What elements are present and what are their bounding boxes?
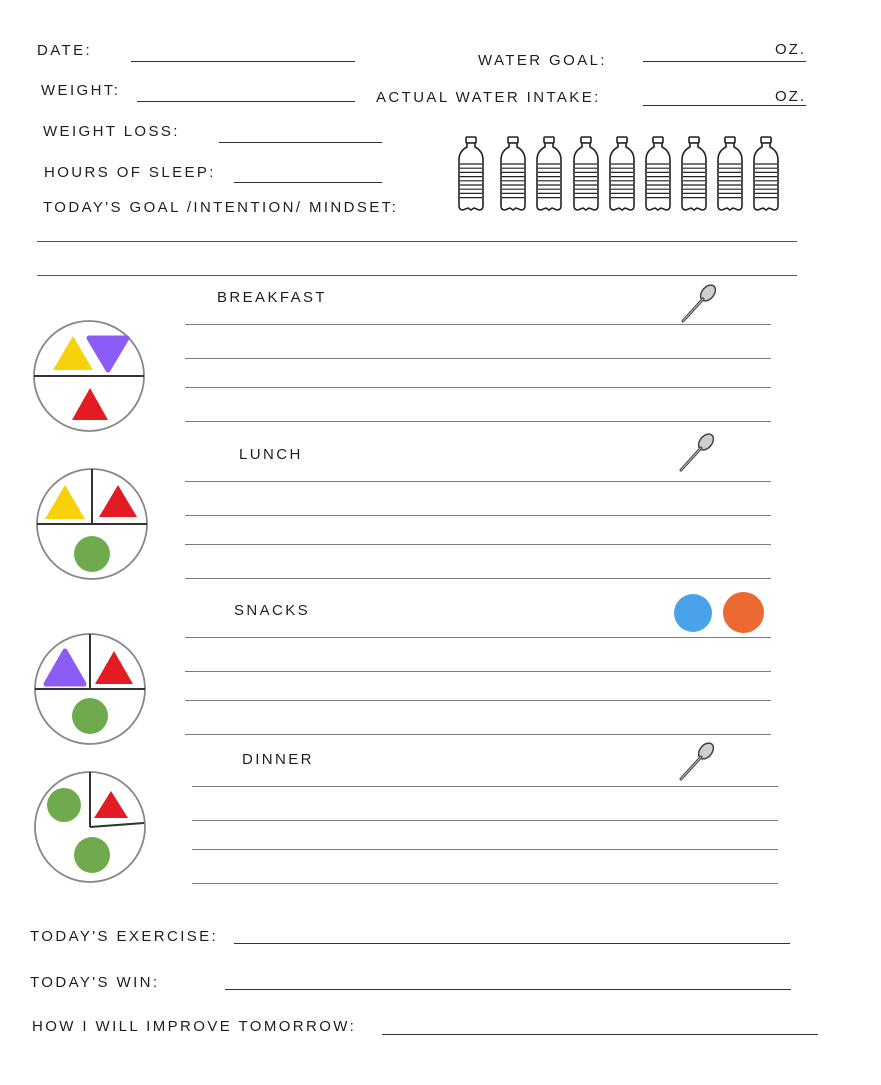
lunch-plate-icon <box>36 468 148 580</box>
water-bottle-icon[interactable] <box>751 136 781 212</box>
breakfast-line[interactable] <box>185 358 771 359</box>
weight-label: WEIGHT: <box>41 82 121 99</box>
exercise-label: TODAY'S EXERCISE: <box>30 928 219 945</box>
green-circle <box>74 536 110 572</box>
date-field[interactable] <box>131 61 355 62</box>
snacks-line[interactable] <box>185 637 771 638</box>
snacks-line[interactable] <box>185 671 771 672</box>
snacks-line[interactable] <box>185 700 771 701</box>
water-intake-label: ACTUAL WATER INTAKE: <box>376 89 601 106</box>
win-field[interactable] <box>225 989 791 990</box>
dinner-line[interactable] <box>192 820 778 821</box>
water-bottle-icon[interactable] <box>534 136 564 212</box>
water-bottle-icon[interactable] <box>679 136 709 212</box>
orange-circle-icon <box>723 592 764 633</box>
dinner-line[interactable] <box>192 786 778 787</box>
lunch-label: LUNCH <box>239 446 303 463</box>
lunch-line[interactable] <box>185 578 771 579</box>
dinner-line[interactable] <box>192 849 778 850</box>
lunch-line[interactable] <box>185 544 771 545</box>
spoon-icon <box>676 740 716 782</box>
breakfast-plate-icon <box>33 320 145 432</box>
snacks-label: SNACKS <box>234 602 311 619</box>
blue-circle-icon <box>674 594 712 632</box>
breakfast-line[interactable] <box>185 387 771 388</box>
water-bottle-icon[interactable] <box>571 136 601 212</box>
snacks-line[interactable] <box>185 734 771 735</box>
dinner-line[interactable] <box>192 883 778 884</box>
dinner-plate-icon <box>34 771 146 883</box>
goal-line-2[interactable] <box>37 275 797 276</box>
snacks-plate-icon <box>34 633 146 745</box>
dinner-label: DINNER <box>242 751 314 768</box>
green-circle <box>72 698 108 734</box>
water-bottle-icon[interactable] <box>607 136 637 212</box>
goal-label: TODAY'S GOAL /INTENTION/ MINDSET: <box>43 199 399 216</box>
breakfast-line[interactable] <box>185 421 771 422</box>
water-goal-field[interactable] <box>643 61 806 62</box>
lunch-line[interactable] <box>185 481 771 482</box>
improve-label: HOW I WILL IMPROVE TOMORROW: <box>32 1018 357 1035</box>
water-bottle-icon[interactable] <box>498 136 528 212</box>
green-circle <box>47 788 81 822</box>
spoon-icon <box>676 431 716 473</box>
win-label: TODAY'S WIN: <box>30 974 160 991</box>
weight-loss-field[interactable] <box>219 142 382 143</box>
exercise-field[interactable] <box>234 943 790 944</box>
breakfast-line[interactable] <box>185 324 771 325</box>
goal-line-1[interactable] <box>37 241 797 242</box>
green-circle <box>74 837 110 873</box>
water-bottle-icon[interactable] <box>456 136 486 212</box>
sleep-field[interactable] <box>234 182 382 183</box>
weight-field[interactable] <box>137 101 355 102</box>
spoon-icon <box>678 282 718 324</box>
water-bottle-icon[interactable] <box>715 136 745 212</box>
breakfast-label: BREAKFAST <box>217 289 327 306</box>
water-bottle-icon[interactable] <box>643 136 673 212</box>
water-goal-unit: OZ. <box>775 41 806 58</box>
water-goal-label: WATER GOAL: <box>478 52 607 69</box>
water-intake-unit: OZ. <box>775 88 806 105</box>
improve-field[interactable] <box>382 1034 818 1035</box>
sleep-label: HOURS OF SLEEP: <box>44 164 216 181</box>
weight-loss-label: WEIGHT LOSS: <box>43 123 180 140</box>
lunch-line[interactable] <box>185 515 771 516</box>
date-label: DATE: <box>37 42 93 59</box>
water-intake-field[interactable] <box>643 105 806 106</box>
